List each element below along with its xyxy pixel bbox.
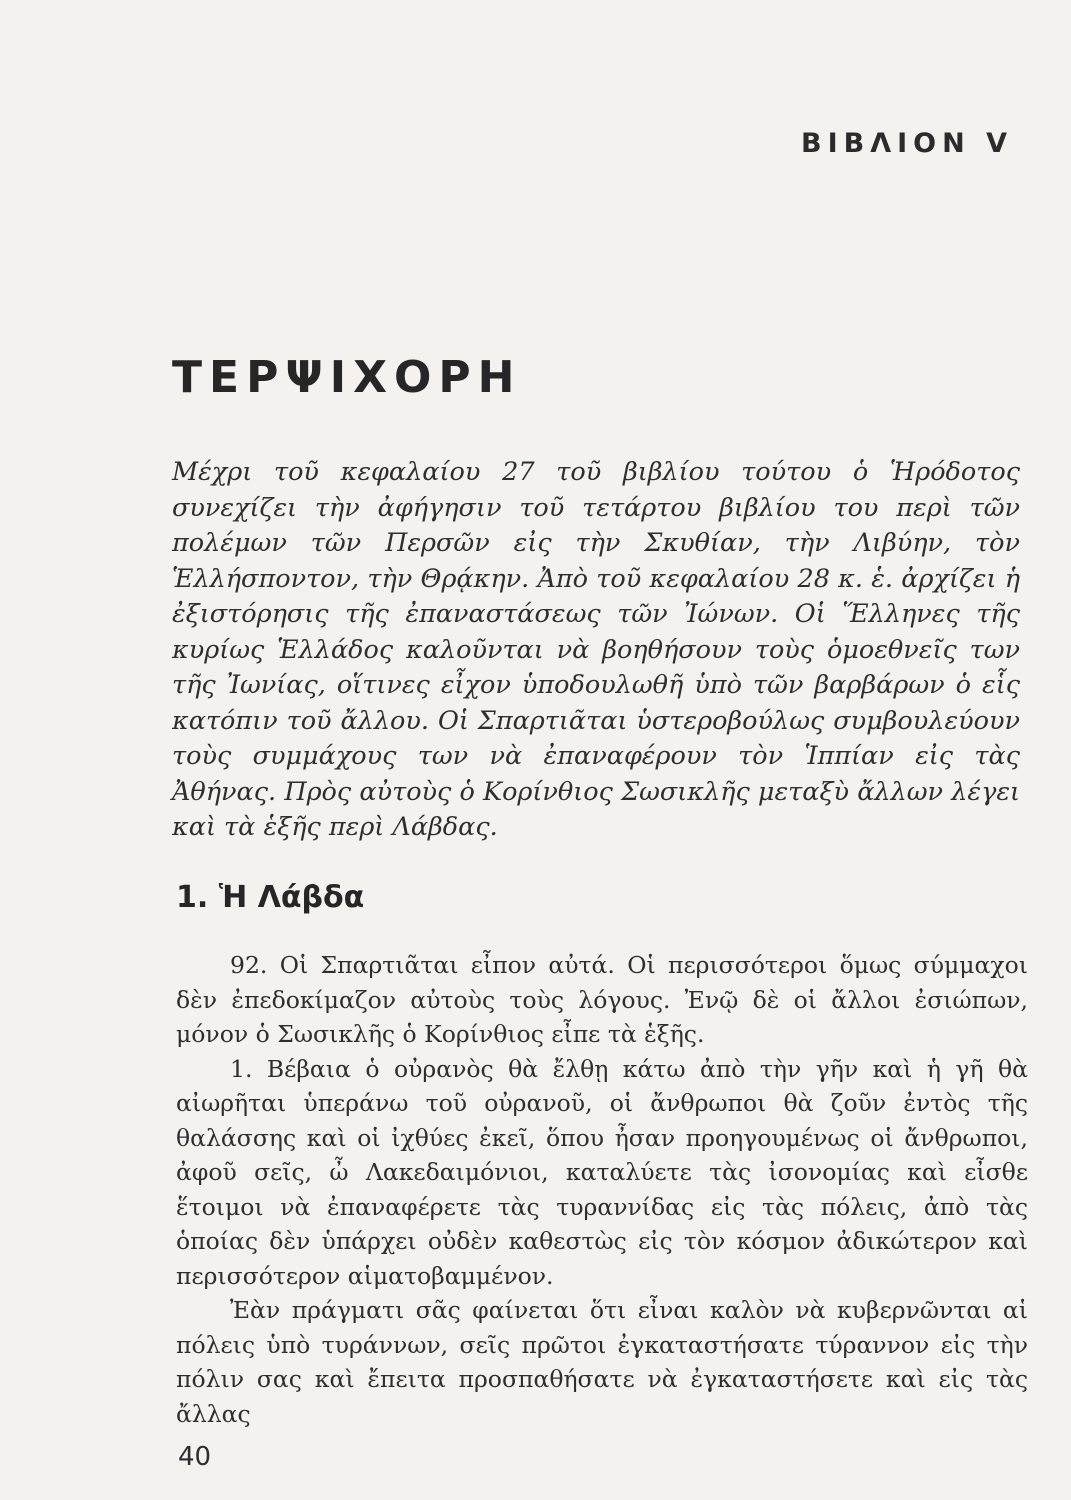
book-label: ΒΙΒΛΙΟΝ V xyxy=(801,128,1013,159)
paragraph: Ἐὰν πράγματι σᾶς φαίνεται ὅτι εἶναι καλὸν νὰ κυβερνῶνται αἱ πόλεις ὑπὸ τυράννων, σεῖς πρῶτοι ἐγκαταστήσατε τύραννον εἰς τὴν πόλιν σας καὶ ἔπειτα προσπαθήσατε νὰ ἐγκαταστήσετε καὶ εἰς τὰς ἄλλας xyxy=(176,1296,1028,1428)
section-body xyxy=(176,948,1028,1431)
page-number: 40 xyxy=(178,1442,212,1472)
chapter-title: ΤΕΡΨΙΧΟΡΗ xyxy=(172,352,522,403)
section-heading: 1. Ἡ Λάβδα xyxy=(176,880,365,915)
paragraph: 1. Βέβαια ὁ οὐρανὸς θὰ ἔλθῃ κάτω ἀπὸ τὴν γῆν καὶ ἡ γῆ θὰ αἰωρῆται ὑπεράνω τοῦ οὐρανοῦ, οἱ ἄνθρωποι θὰ ζοῦν ἐντὸς τῆς θαλάσσης καὶ οἱ ἰχθύες ἐκεῖ, ὅπου ἦσαν προηγουμένως οἱ ἄνθρωποι, ἀφοῦ σεῖς, ὦ Λακεδαιμόνιοι, καταλύετε τὰς ἰσονομίας καὶ εἶσθε ἕτοιμοι νὰ ἐπαναφέρετε τὰς τυραννίδας εἰς τὰς πόλεις, ἀπὸ τὰς ὁποίας δὲν ὑπάρχει οὐδὲν καθεστὼς εἰς τὸν κόσμον ἀδικώτερον καὶ περισσότερον αἱματοβαμμένον. xyxy=(176,1054,1028,1290)
chapter-summary: Μέχρι τοῦ κεφαλαίου 27 τοῦ βιβλίου τούτου ὁ Ἡρόδοτος συνεχίζει τὴν ἀφήγησιν τοῦ τετάρτου βιβλίου του περὶ τῶν πολέμων τῶν Περσῶν εἰς τὴν Σκυθίαν, τὴν Λιβύην, τὸν Ἑλλήσποντον, τὴν Θρᾴκην. Ἀπὸ τοῦ κεφαλαίου 28 κ. ἑ. ἀρχίζει ἡ ἐξιστόρησις τῆς ἐπαναστάσεως τῶν Ἰώνων. Οἱ Ἕλληνες τῆς κυρίως Ἑλλάδος καλοῦνται νὰ βοηθήσουν τοὺς ὁμοεθνεῖς των τῆς Ἰωνίας, οἵτινες εἶχον ὑποδουλωθῆ ὑπὸ τῶν βαρβάρων ὁ εἷς κατόπιν τοῦ ἄλλου. Οἱ Σπαρτιᾶται ὑστεροβούλως συμβουλεύουν τοὺς συμμάχους των νὰ ἐπαναφέρουν τὸν Ἱππίαν εἰς τὰς Ἀθήνας. Πρὸς αὐτοὺς ὁ Κορίνθιος Σωσικλῆς μεταξὺ ἄλλων λέγει καὶ τὰ ἑξῆς περὶ Λάβδας. xyxy=(172,457,1020,842)
paragraph: 92. Οἱ Σπαρτιᾶται εἶπον αὐτά. Οἱ περισσότεροι ὅμως σύμμαχοι δὲν ἐπεδοκίμαζον αὐτοὺς τοὺς λόγους. Ἐνῷ δὲ οἱ ἄλλοι ἐσιώπων, μόνον ὁ Σωσικλῆς ὁ Κορίνθιος εἶπε τὰ ἑξῆς. xyxy=(176,951,1028,1048)
